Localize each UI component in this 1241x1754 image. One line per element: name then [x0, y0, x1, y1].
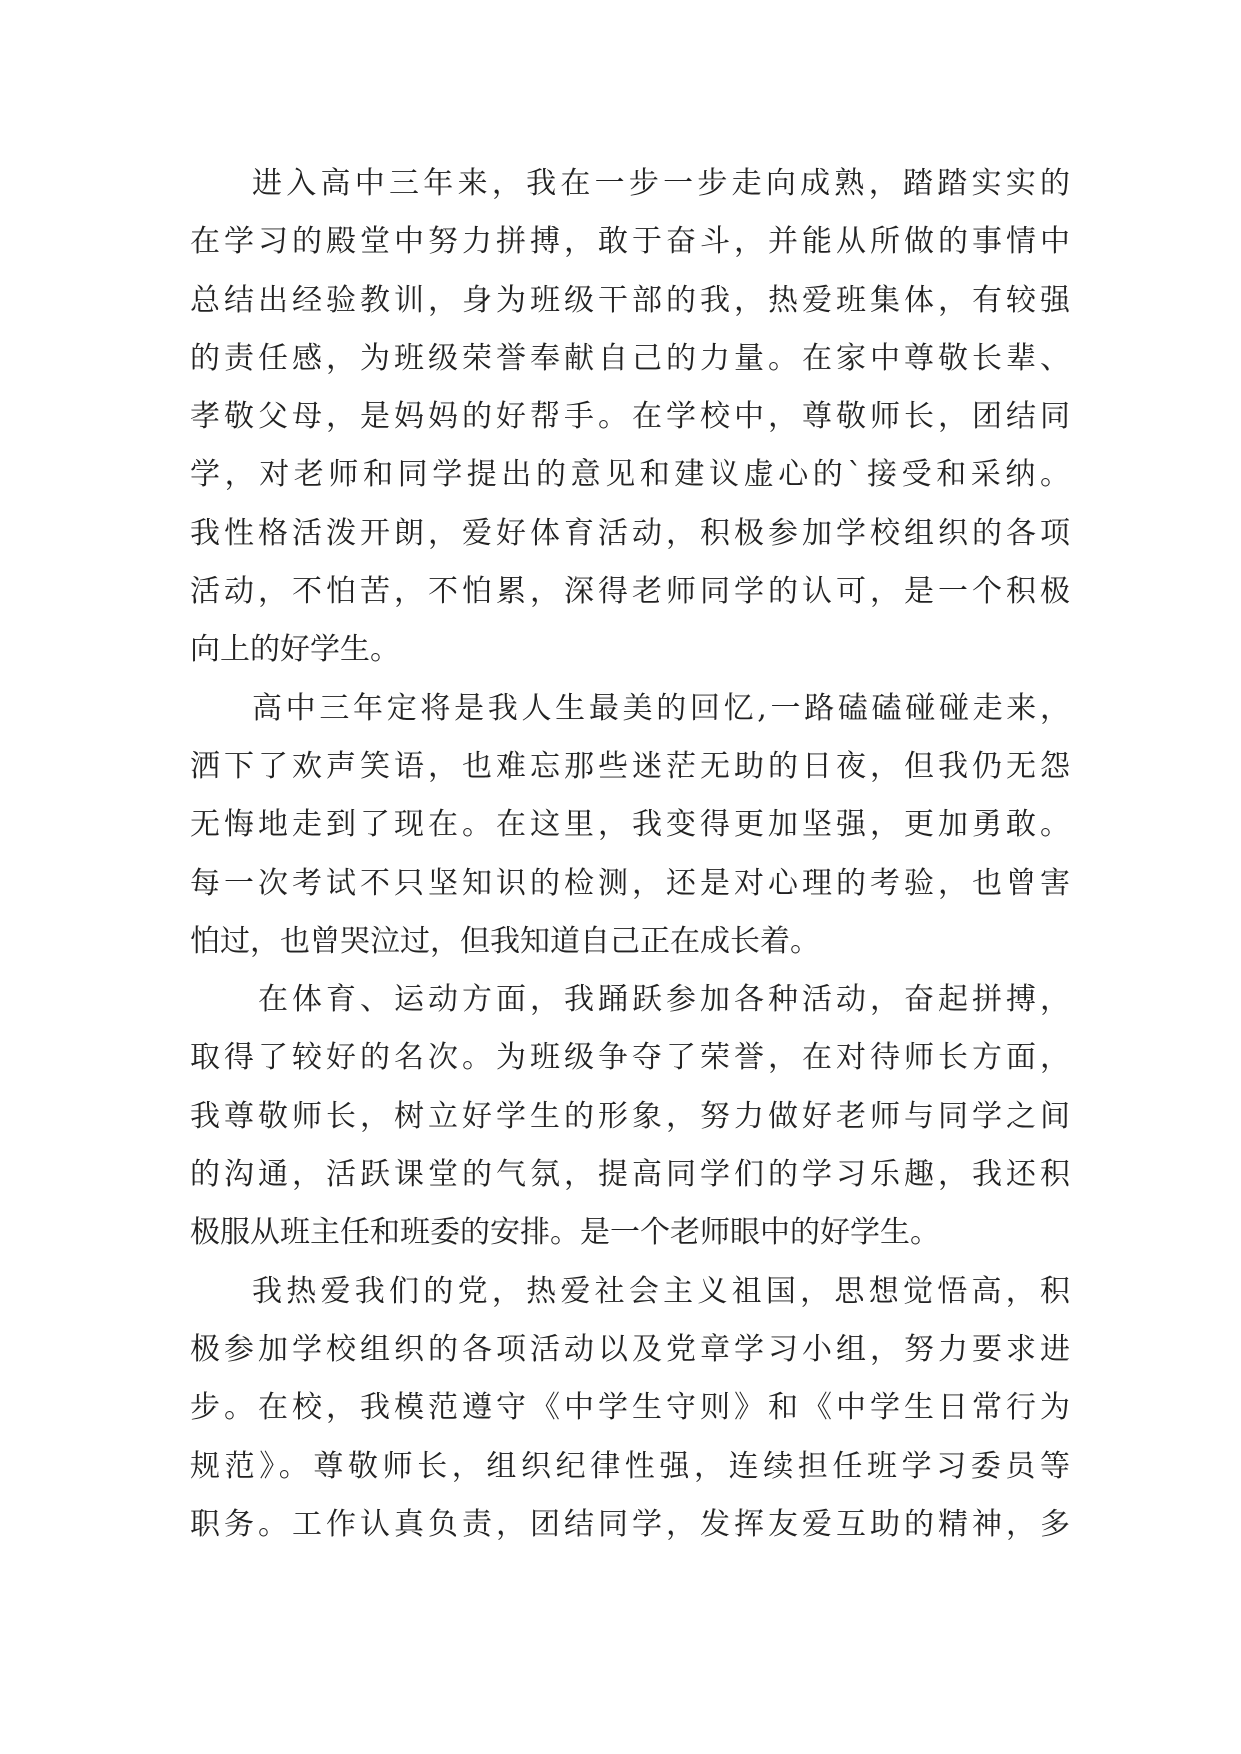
- text-line: 学，对老师和同学提出的意见和建议虚心的`接受和采纳。: [190, 457, 1070, 493]
- text-line: 极服从班主任和班委的安排。是一个老师眼中的好学生。: [190, 1215, 940, 1251]
- text-line: 孝敬父母，是妈妈的好帮手。在学校中，尊敬师长，团结同: [190, 399, 1070, 435]
- text-line: 职务。工作认真负责，团结同学，发挥友爱互助的精神，多: [190, 1506, 1070, 1542]
- text-line: 规范》。尊敬师长，组织纪律性强，连续担任班学习委员等: [190, 1448, 1070, 1484]
- text-line: 步。在校，我模范遵守《中学生守则》和《中学生日常行为: [190, 1390, 1070, 1426]
- text-line: 的沟通，活跃课堂的气氛，提高同学们的学习乐趣，我还积: [190, 1157, 1070, 1193]
- text-line: 在学习的殿堂中努力拼搏，敢于奋斗，并能从所做的事情中: [190, 224, 1070, 260]
- text-line: 高中三年定将是我人生最美的回忆,一路磕磕碰碰走来，: [252, 690, 1070, 726]
- text-line: 无悔地走到了现在。在这里，我变得更加坚强，更加勇敢。: [190, 807, 1070, 843]
- text-line: 我热爱我们的党，热爱社会主义祖国，思想觉悟高，积: [252, 1273, 1070, 1309]
- text-line: 每一次考试不只坚知识的检测，还是对心理的考验，也曾害: [190, 865, 1070, 901]
- paragraph-1: [190, 155, 1070, 680]
- text-line: 进入高中三年来，我在一步一步走向成熟，踏踏实实的: [252, 166, 1070, 201]
- text-line: 我性格活泼开朗，爱好体育活动，积极参加学校组织的各项: [190, 515, 1070, 551]
- text-line: 的责任感，为班级荣誉奉献自己的力量。在家中尊敬长辈、: [190, 340, 1070, 376]
- paragraph-3: [190, 971, 1070, 1262]
- text-line: 我尊敬师长，树立好学生的形象，努力做好老师与同学之间: [190, 1098, 1070, 1134]
- paragraph-2: [190, 680, 1070, 971]
- text-line: 在体育、运动方面，我踊跃参加各种活动，奋起拼搏，: [258, 982, 1070, 1018]
- text-line: 怕过，也曾哭泣过，但我知道自己正在成长着。: [190, 923, 820, 959]
- text-line: 取得了较好的名次。为班级争夺了荣誉，在对待师长方面，: [190, 1040, 1070, 1076]
- text-line: 极参加学校组织的各项活动以及党章学习小组，努力要求进: [190, 1331, 1070, 1367]
- text-line: 总结出经验教训，身为班级干部的我，热爱班集体，有较强: [190, 282, 1070, 318]
- text-line: 向上的好学生。: [190, 632, 400, 668]
- paragraph-4: [190, 1263, 1070, 1554]
- text-line: 活动，不怕苦，不怕累，深得老师同学的认可，是一个积极: [190, 574, 1070, 610]
- document-body: [190, 155, 1070, 1554]
- text-line: 洒下了欢声笑语，也难忘那些迷茫无助的日夜，但我仍无怨: [190, 748, 1070, 784]
